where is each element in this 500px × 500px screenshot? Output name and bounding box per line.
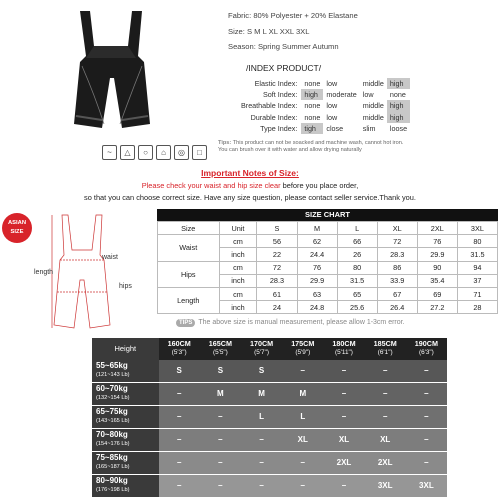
size-chart-group: Waist — [158, 235, 220, 261]
size-chart-cell: 29.9 — [297, 274, 337, 287]
size-chart-cell: 76 — [417, 235, 457, 248]
size-chart-cell: 24.4 — [297, 248, 337, 261]
size-chart-cell: 33.9 — [377, 274, 417, 287]
size-chart-cell: 22 — [257, 248, 297, 261]
hw-cell: – — [365, 360, 406, 382]
index-option: middle — [362, 79, 384, 89]
hw-cell: – — [406, 360, 447, 382]
size-chart-cell: 27.2 — [417, 301, 457, 314]
index-option: moderate — [326, 90, 357, 100]
size-chart-cell: 86 — [377, 261, 417, 274]
index-option-selected: high — [387, 112, 410, 123]
size-chart-cell: inch — [219, 274, 257, 287]
height-weight-chart — [92, 338, 447, 498]
hw-height-header: 170CM (5'7") — [241, 338, 282, 360]
notes-title: Important Notes of Size: — [201, 168, 299, 178]
notes-line2: so that you can choose correct size. Have any size question, please contact seller service.Thank you. — [84, 193, 416, 202]
hw-cell: S — [200, 360, 241, 382]
size-chart-group: Hips — [158, 261, 220, 287]
waist-label: waist — [102, 254, 118, 261]
hw-weight-header: 70~80kg (154~176 Lb) — [92, 428, 159, 451]
index-option: none — [304, 101, 321, 111]
size-chart-cell: 90 — [417, 261, 457, 274]
hw-cell: – — [241, 428, 282, 451]
index-option: middle — [362, 101, 384, 111]
size-chart-cell: cm — [219, 287, 257, 300]
spec-season: Season: Spring Summer Autumn — [228, 42, 339, 51]
hips-label: hips — [119, 283, 132, 290]
size-chart-cell: 94 — [457, 261, 497, 274]
size-chart-header-cell: Size — [158, 222, 220, 235]
hw-cell: L — [241, 405, 282, 428]
size-chart-cell: 62 — [297, 235, 337, 248]
hw-cell: 2XL — [365, 451, 406, 474]
hw-cell: 3XL — [365, 474, 406, 497]
hw-cell: – — [159, 405, 200, 428]
size-chart-header-cell: S — [257, 222, 297, 235]
size-chart-header — [158, 222, 498, 235]
wash-icon: ~ — [102, 145, 117, 160]
size-chart-header-cell: M — [297, 222, 337, 235]
index-option: none — [304, 79, 321, 89]
hw-height-header: 180CM (5'11") — [323, 338, 364, 360]
size-chart-header-cell: L — [337, 222, 377, 235]
spec-fabric: Fabric: 80% Polyester + 20% Elastane — [228, 11, 358, 20]
index-option-selected: high — [301, 89, 323, 100]
size-chart-cell: 66 — [337, 235, 377, 248]
size-chart-cell: 37 — [457, 274, 497, 287]
index-option: none — [389, 90, 406, 100]
hw-weight-header: 75~85kg (165~187 Lb) — [92, 451, 159, 474]
measurement-tips: TIPS The above size is manual measurement, please allow 1-3cm error. — [176, 319, 405, 327]
hw-cell: XL — [282, 428, 323, 451]
notes-line1: Please check your waist and hip size clear before you place order, — [141, 181, 359, 190]
dry-clean-icon: ◎ — [174, 145, 189, 160]
size-chart-cell: cm — [219, 235, 257, 248]
hw-cell: – — [323, 474, 364, 497]
size-chart-cell: 31.5 — [337, 274, 377, 287]
hw-height-header: 190CM (6'3") — [406, 338, 447, 360]
index-label: Elastic Index: — [254, 79, 298, 89]
hw-cell: – — [323, 360, 364, 382]
size-chart-cell: inch — [219, 301, 257, 314]
index-option-selected: high — [387, 78, 410, 89]
hw-row — [92, 360, 447, 382]
hw-cell: – — [406, 451, 447, 474]
index-option: middle — [362, 112, 384, 122]
hw-cell: – — [365, 382, 406, 405]
hw-cell: – — [241, 451, 282, 474]
hw-header-row — [92, 338, 447, 360]
size-chart-cell: 61 — [257, 287, 297, 300]
size-chart-cell: 67 — [377, 287, 417, 300]
hw-cell: M — [200, 382, 241, 405]
index-label: Breathable Index: — [241, 101, 298, 111]
index-option: low — [326, 101, 338, 111]
hw-cell: – — [241, 474, 282, 497]
asian-size-badge: ASIAN SIZE — [2, 213, 32, 243]
hw-weight-header: 80~90kg (176~198 Lb) — [92, 474, 159, 497]
size-chart-row — [158, 261, 498, 274]
no-bleach-icon: △ — [120, 145, 135, 160]
hw-cell: – — [200, 428, 241, 451]
size-chart-cell: 71 — [457, 287, 497, 300]
hw-cell: XL — [323, 428, 364, 451]
size-chart-cell: 25.6 — [337, 301, 377, 314]
iron-icon: ⌂ — [156, 145, 171, 160]
size-chart-cell: 76 — [297, 261, 337, 274]
size-chart-cell: 72 — [377, 235, 417, 248]
size-chart-cell: 31.5 — [457, 248, 497, 261]
hw-cell: – — [159, 428, 200, 451]
hw-cell: – — [200, 474, 241, 497]
hw-cell: – — [282, 360, 323, 382]
size-chart-cell: 69 — [417, 287, 457, 300]
index-row — [238, 89, 410, 100]
size-chart-group: Length — [158, 287, 220, 313]
hw-cell: – — [282, 451, 323, 474]
hw-cell: – — [159, 474, 200, 497]
hw-cell: M — [282, 382, 323, 405]
size-chart-cell: 26.4 — [377, 301, 417, 314]
hw-weight-header: 65~75kg (143~165 Lb) — [92, 405, 159, 428]
hw-row — [92, 474, 447, 497]
no-tumble-dry-icon: ○ — [138, 145, 153, 160]
hw-height-header: 165CM (5'5") — [200, 338, 241, 360]
hw-cell: 2XL — [323, 451, 364, 474]
index-row — [238, 112, 410, 123]
size-chart-title: SIZE CHART — [157, 209, 498, 221]
index-row — [238, 78, 410, 89]
hw-cell: – — [159, 382, 200, 405]
hw-cell: – — [200, 451, 241, 474]
size-chart-cell: 28.3 — [377, 248, 417, 261]
size-chart-cell: 29.9 — [417, 248, 457, 261]
index-option: slim — [362, 123, 376, 133]
size-chart-table — [157, 221, 498, 314]
index-option: low — [326, 112, 338, 122]
size-chart-row — [158, 235, 498, 248]
size-chart-cell: 24 — [257, 301, 297, 314]
size-chart-cell: 24.8 — [297, 301, 337, 314]
size-chart-cell: 80 — [337, 261, 377, 274]
size-chart-header-cell: XL — [377, 222, 417, 235]
hw-cell: – — [200, 405, 241, 428]
index-option: loose — [389, 123, 408, 133]
size-chart-cell: cm — [219, 261, 257, 274]
hw-weight-header: 60~70kg (132~154 Lb) — [92, 382, 159, 405]
hw-row — [92, 451, 447, 474]
line-dry-icon: □ — [192, 145, 207, 160]
size-chart-cell: 28.3 — [257, 274, 297, 287]
index-label: Durable Index: — [250, 112, 298, 122]
index-option-selected: high — [387, 100, 410, 111]
bib-shorts-image — [10, 6, 215, 141]
index-label: Soft Index: — [262, 90, 298, 100]
size-chart-cell: 72 — [257, 261, 297, 274]
index-title: /INDEX PRODUCT/ — [246, 63, 322, 73]
hw-cell: – — [323, 382, 364, 405]
hw-cell: S — [159, 360, 200, 382]
spec-size: Size: S M L XL XXL 3XL — [228, 27, 310, 36]
hw-height-header: 160CM (5'3") — [159, 338, 200, 360]
index-option-selected: tigh — [301, 123, 323, 134]
hw-cell: – — [159, 451, 200, 474]
hw-row — [92, 428, 447, 451]
index-option: low — [326, 79, 338, 89]
hw-cell: – — [323, 405, 364, 428]
size-chart-cell: inch — [219, 248, 257, 261]
hw-cell: 3XL — [406, 474, 447, 497]
size-chart-cell: 35.4 — [417, 274, 457, 287]
size-chart-cell: 26 — [337, 248, 377, 261]
hw-cell: M — [241, 382, 282, 405]
index-option: close — [326, 123, 344, 133]
hw-cell: L — [282, 405, 323, 428]
size-chart-header-cell: 3XL — [457, 222, 497, 235]
size-chart-row — [158, 287, 498, 300]
hw-cell: – — [406, 428, 447, 451]
index-label: Type Index: — [260, 123, 298, 133]
index-option: none — [304, 112, 321, 122]
size-chart-header-cell: Unit — [219, 222, 257, 235]
hw-cell: XL — [365, 428, 406, 451]
hw-row — [92, 405, 447, 428]
index-table — [238, 78, 410, 134]
hw-cell: – — [406, 382, 447, 405]
index-row — [238, 123, 410, 134]
hw-height-header: 185CM (6'1") — [365, 338, 406, 360]
size-chart-cell: 28 — [457, 301, 497, 314]
hw-cell: – — [406, 405, 447, 428]
hw-cell: – — [282, 474, 323, 497]
hw-height-header: 175CM (5'9") — [282, 338, 323, 360]
index-row — [238, 100, 410, 111]
hw-cell: – — [365, 405, 406, 428]
care-icons — [102, 142, 212, 162]
care-tips: Tips: This product can not be soacked and machine wash, cannot hot iron. You can brush over it with water and allow drying naturally — [218, 140, 404, 154]
hw-corner: Height — [92, 338, 159, 360]
hw-cell: S — [241, 360, 282, 382]
size-chart-cell: 80 — [457, 235, 497, 248]
size-chart-header-cell: 2XL — [417, 222, 457, 235]
size-chart-cell: 63 — [297, 287, 337, 300]
index-option: low — [362, 90, 374, 100]
hw-weight-header: 55~65kg (121~143 Lb) — [92, 360, 159, 382]
size-chart-cell: 65 — [337, 287, 377, 300]
length-label: length — [34, 269, 54, 276]
size-chart-cell: 56 — [257, 235, 297, 248]
hw-row — [92, 382, 447, 405]
